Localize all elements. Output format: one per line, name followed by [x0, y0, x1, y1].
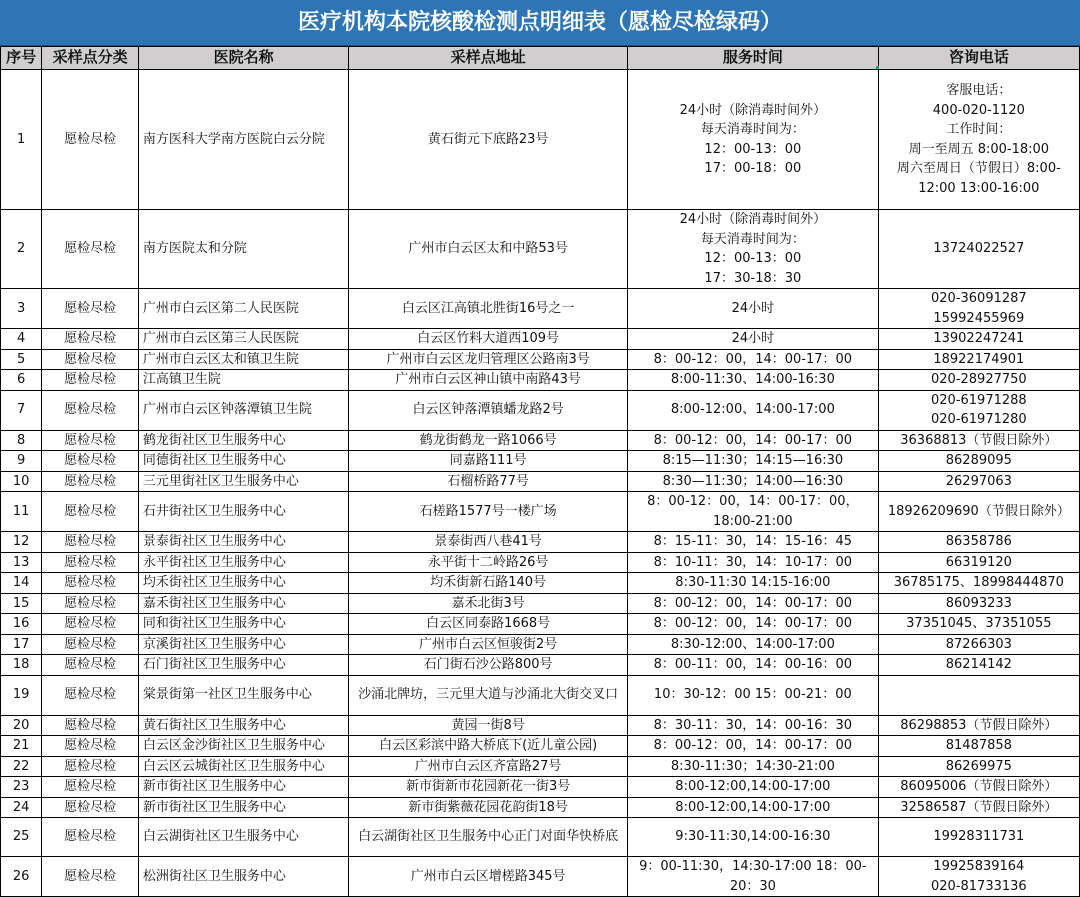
row-address: 广州市白云区恒骏街2号 — [349, 634, 628, 655]
row-number: 22 — [1, 756, 42, 777]
table-row — [1, 857, 1080, 897]
row-category: 愿检尽检 — [42, 390, 139, 430]
row-hospital: 石井街社区卫生服务中心 — [138, 492, 348, 532]
row-number: 8 — [1, 430, 42, 451]
row-hospital: 石门街社区卫生服务中心 — [138, 655, 348, 676]
table-row — [1, 777, 1080, 798]
row-hospital: 白云区云城街社区卫生服务中心 — [138, 756, 348, 777]
row-address: 广州市白云区增槎路345号 — [349, 857, 628, 897]
row-category: 愿检尽检 — [42, 492, 139, 532]
row-category: 愿检尽检 — [42, 715, 139, 736]
row-number: 7 — [1, 390, 42, 430]
row-phone: 26297063 — [878, 471, 1079, 492]
table-row — [1, 329, 1080, 350]
row-category: 愿检尽检 — [42, 430, 139, 451]
row-category: 愿检尽检 — [42, 736, 139, 757]
row-phone — [878, 675, 1079, 715]
row-address: 嘉禾北街3号 — [349, 593, 628, 614]
row-number: 25 — [1, 818, 42, 857]
row-phone: 18922174901 — [878, 349, 1079, 370]
row-category: 愿检尽检 — [42, 329, 139, 350]
table-row — [1, 451, 1080, 472]
table-title: 医疗机构本院核酸检测点明细表（愿检尽检绿码） — [0, 0, 1080, 46]
row-hours: 8：00-11：00，14：00-16：00 — [628, 655, 879, 676]
table-row — [1, 573, 1080, 594]
row-hours: 8:00-11:30、14:00-16:30 — [628, 370, 879, 391]
row-hours: 8:15—11:30；14:15—16:30 — [628, 451, 879, 472]
row-number: 10 — [1, 471, 42, 492]
cell-corner-mark — [876, 66, 879, 69]
table-row — [1, 675, 1080, 715]
row-hours: 9:30-11:30,14:00-16:30 — [628, 818, 879, 857]
row-address: 石门街石沙公路800号 — [349, 655, 628, 676]
row-address: 广州市白云区齐富路27号 — [349, 756, 628, 777]
row-hospital: 京溪街社区卫生服务中心 — [138, 634, 348, 655]
row-phone: 86214142 — [878, 655, 1079, 676]
table-row — [1, 532, 1080, 553]
row-number: 6 — [1, 370, 42, 391]
row-category: 愿检尽检 — [42, 349, 139, 370]
table-row — [1, 390, 1080, 430]
row-hours: 9：00-11:30，14:30-17:00 18：00-20：30 — [628, 857, 879, 897]
row-hours: 8:30—11:30；14:00—16:30 — [628, 471, 879, 492]
row-address: 均禾街新石路140号 — [349, 573, 628, 594]
table-body — [1, 70, 1080, 897]
row-phone: 87266303 — [878, 634, 1079, 655]
row-phone: 36368813（节假日除外） — [878, 430, 1079, 451]
row-hospital: 白云湖街社区卫生服务中心 — [138, 818, 348, 857]
row-phone: 81487858 — [878, 736, 1079, 757]
row-category: 愿检尽检 — [42, 655, 139, 676]
row-address: 广州市白云区龙归管理区公路南3号 — [349, 349, 628, 370]
row-phone: 36785175、18998444870 — [878, 573, 1079, 594]
row-number: 21 — [1, 736, 42, 757]
row-number: 4 — [1, 329, 42, 350]
header-category: 采样点分类 — [42, 47, 139, 70]
row-hours: 8：00-12：00，14：00-17：00 — [628, 593, 879, 614]
row-address: 新市街紫薇花园花韵街18号 — [349, 797, 628, 818]
row-category: 愿检尽检 — [42, 471, 139, 492]
row-hospital: 新市街社区卫生服务中心 — [138, 797, 348, 818]
row-hours: 8：10-11：30，14：10-17：00 — [628, 552, 879, 573]
row-number: 23 — [1, 777, 42, 798]
row-hours: 8:00-12:00,14:00-17:00 — [628, 797, 879, 818]
table-row — [1, 593, 1080, 614]
row-category: 愿检尽检 — [42, 289, 139, 329]
row-phone: 66319120 — [878, 552, 1079, 573]
row-category: 愿检尽检 — [42, 756, 139, 777]
header-row — [1, 47, 1080, 70]
row-hospital: 鹤龙街社区卫生服务中心 — [138, 430, 348, 451]
row-category: 愿检尽检 — [42, 552, 139, 573]
header-hours: 服务时间 — [628, 47, 879, 70]
row-phone: 86298853（节假日除外） — [878, 715, 1079, 736]
row-number: 1 — [1, 70, 42, 210]
row-hospital: 同德街社区卫生服务中心 — [138, 451, 348, 472]
row-address: 广州市白云区太和中路53号 — [349, 210, 628, 289]
row-phone: 86095006（节假日除外） — [878, 777, 1079, 798]
row-number: 15 — [1, 593, 42, 614]
row-category: 愿检尽检 — [42, 593, 139, 614]
row-hours: 8：00-12：00，14：00-17：00， 18:00-21:00 — [628, 492, 879, 532]
row-hours: 8：00-12：00，14：00-17：00 — [628, 349, 879, 370]
row-phone: 18926209690（节假日除外） — [878, 492, 1079, 532]
table-row — [1, 715, 1080, 736]
row-hospital: 广州市白云区太和镇卫生院 — [138, 349, 348, 370]
table-row — [1, 797, 1080, 818]
row-phone: 86269975 — [878, 756, 1079, 777]
row-phone: 020-36091287 15992455969 — [878, 289, 1079, 329]
table-row — [1, 655, 1080, 676]
row-address: 石榴桥路77号 — [349, 471, 628, 492]
row-address: 广州市白云区神山镇中南路43号 — [349, 370, 628, 391]
row-address: 永平街十二岭路26号 — [349, 552, 628, 573]
row-address: 景泰街西八巷41号 — [349, 532, 628, 553]
row-category: 愿检尽检 — [42, 818, 139, 857]
table-row — [1, 492, 1080, 532]
row-address: 白云区同泰路1668号 — [349, 614, 628, 635]
table-row — [1, 756, 1080, 777]
row-number: 20 — [1, 715, 42, 736]
row-hospital: 同和街社区卫生服务中心 — [138, 614, 348, 635]
row-hours: 8:30-11:30；14:30-21:00 — [628, 756, 879, 777]
row-category: 愿检尽检 — [42, 532, 139, 553]
row-hospital: 广州市白云区第三人民医院 — [138, 329, 348, 350]
row-number: 3 — [1, 289, 42, 329]
row-address: 白云区钟落潭镇蟠龙路2号 — [349, 390, 628, 430]
row-number: 12 — [1, 532, 42, 553]
row-address: 石槎路1577号一楼广场 — [349, 492, 628, 532]
row-phone: 86358786 — [878, 532, 1079, 553]
row-hospital: 均禾街社区卫生服务中心 — [138, 573, 348, 594]
table-row — [1, 818, 1080, 857]
table-row — [1, 614, 1080, 635]
row-phone: 37351045、37351055 — [878, 614, 1079, 635]
row-hospital: 南方医科大学南方医院白云分院 — [138, 70, 348, 210]
row-category: 愿检尽检 — [42, 70, 139, 210]
table-row — [1, 70, 1080, 210]
row-hours: 24小时 — [628, 329, 879, 350]
row-number: 18 — [1, 655, 42, 676]
row-hours: 10：30-12：00 15：00-21：00 — [628, 675, 879, 715]
row-hospital: 广州市白云区第二人民医院 — [138, 289, 348, 329]
row-hospital: 南方医院太和分院 — [138, 210, 348, 289]
row-number: 2 — [1, 210, 42, 289]
row-hours: 8：30-11：30，14：00-16：30 — [628, 715, 879, 736]
row-address: 黄石街元下底路23号 — [349, 70, 628, 210]
row-phone: 19925839164 020-81733136 — [878, 857, 1079, 897]
row-number: 16 — [1, 614, 42, 635]
row-category: 愿检尽检 — [42, 797, 139, 818]
row-hours: 24小时 — [628, 289, 879, 329]
row-hospital: 黄石街社区卫生服务中心 — [138, 715, 348, 736]
row-phone: 020-28927750 — [878, 370, 1079, 391]
row-phone: 客服电话： 400-020-1120 工作时间： 周一至周五 8:00-18:00 周六至周日（节假日）8:00-12:00 13:00-16:00 — [878, 70, 1079, 210]
row-category: 愿检尽检 — [42, 210, 139, 289]
row-address: 新市街新市花园新花一街3号 — [349, 777, 628, 798]
row-category: 愿检尽检 — [42, 370, 139, 391]
row-hours: 8：00-12：00，14：00-17：00 — [628, 430, 879, 451]
row-hospital: 三元里街社区卫生服务中心 — [138, 471, 348, 492]
table-row — [1, 210, 1080, 289]
row-hours: 8:00-12:00、14:00-17:00 — [628, 390, 879, 430]
row-address: 鹤龙街鹤龙一路1066号 — [349, 430, 628, 451]
row-address: 黄园一街8号 — [349, 715, 628, 736]
row-phone: 19928311731 — [878, 818, 1079, 857]
row-hospital: 广州市白云区钟落潭镇卫生院 — [138, 390, 348, 430]
row-number: 13 — [1, 552, 42, 573]
row-address: 白云区竹料大道西109号 — [349, 329, 628, 350]
row-number: 14 — [1, 573, 42, 594]
row-hospital: 白云区金沙街社区卫生服务中心 — [138, 736, 348, 757]
row-number: 17 — [1, 634, 42, 655]
row-address: 沙涌北牌坊，三元里大道与沙涌北大街交叉口 — [349, 675, 628, 715]
row-phone: 13902247241 — [878, 329, 1079, 350]
table-row — [1, 289, 1080, 329]
row-hospital: 松洲街社区卫生服务中心 — [138, 857, 348, 897]
row-hospital: 新市街社区卫生服务中心 — [138, 777, 348, 798]
testing-sites-table — [0, 46, 1080, 897]
row-category: 愿检尽检 — [42, 675, 139, 715]
row-phone: 020-61971288 020-61971280 — [878, 390, 1079, 430]
row-hospital: 景泰街社区卫生服务中心 — [138, 532, 348, 553]
row-hospital: 永平街社区卫生服务中心 — [138, 552, 348, 573]
table-row — [1, 634, 1080, 655]
table-row — [1, 370, 1080, 391]
table-row — [1, 471, 1080, 492]
row-phone: 13724022527 — [878, 210, 1079, 289]
header-no: 序号 — [1, 47, 42, 70]
row-address: 白云湖街社区卫生服务中心正门对面华快桥底 — [349, 818, 628, 857]
row-hours: 8：00-12：00，14：00-17：00 — [628, 614, 879, 635]
row-category: 愿检尽检 — [42, 614, 139, 635]
row-number: 24 — [1, 797, 42, 818]
row-phone: 32586587（节假日除外） — [878, 797, 1079, 818]
row-number: 9 — [1, 451, 42, 472]
row-number: 26 — [1, 857, 42, 897]
row-address: 白云区江高镇北胜街16号之一 — [349, 289, 628, 329]
header-hospital: 医院名称 — [138, 47, 348, 70]
row-hospital: 棠景街第一社区卫生服务中心 — [138, 675, 348, 715]
row-phone: 86093233 — [878, 593, 1079, 614]
row-address: 同嘉路111号 — [349, 451, 628, 472]
row-hours: 24小时（除消毒时间外） 每天消毒时间为： 12：00-13：00 17：30-18：30 — [628, 210, 879, 289]
header-address: 采样点地址 — [349, 47, 628, 70]
row-hours: 24小时（除消毒时间外） 每天消毒时间为： 12：00-13：00 17：00-18：00 — [628, 70, 879, 210]
header-phone: 咨询电话 — [878, 47, 1079, 70]
row-hours: 8:00-12:00,14:00-17:00 — [628, 777, 879, 798]
table-row — [1, 552, 1080, 573]
row-hours: 8:30-11:30 14:15-16:00 — [628, 573, 879, 594]
row-address: 白云区彩滨中路大桥底下(近儿童公园) — [349, 736, 628, 757]
row-number: 11 — [1, 492, 42, 532]
row-number: 19 — [1, 675, 42, 715]
row-category: 愿检尽检 — [42, 857, 139, 897]
row-number: 5 — [1, 349, 42, 370]
table-row — [1, 349, 1080, 370]
row-hours: 8:30-12:00、14:00-17:00 — [628, 634, 879, 655]
row-hours: 8：15-11：30，14：15-16：45 — [628, 532, 879, 553]
row-category: 愿检尽检 — [42, 573, 139, 594]
table-row — [1, 430, 1080, 451]
row-category: 愿检尽检 — [42, 451, 139, 472]
row-hospital: 嘉禾街社区卫生服务中心 — [138, 593, 348, 614]
table-row — [1, 736, 1080, 757]
row-phone: 86289095 — [878, 451, 1079, 472]
row-hours: 8：00-12：00，14：00-17：00 — [628, 736, 879, 757]
row-hospital: 江高镇卫生院 — [138, 370, 348, 391]
row-category: 愿检尽检 — [42, 777, 139, 798]
row-category: 愿检尽检 — [42, 634, 139, 655]
